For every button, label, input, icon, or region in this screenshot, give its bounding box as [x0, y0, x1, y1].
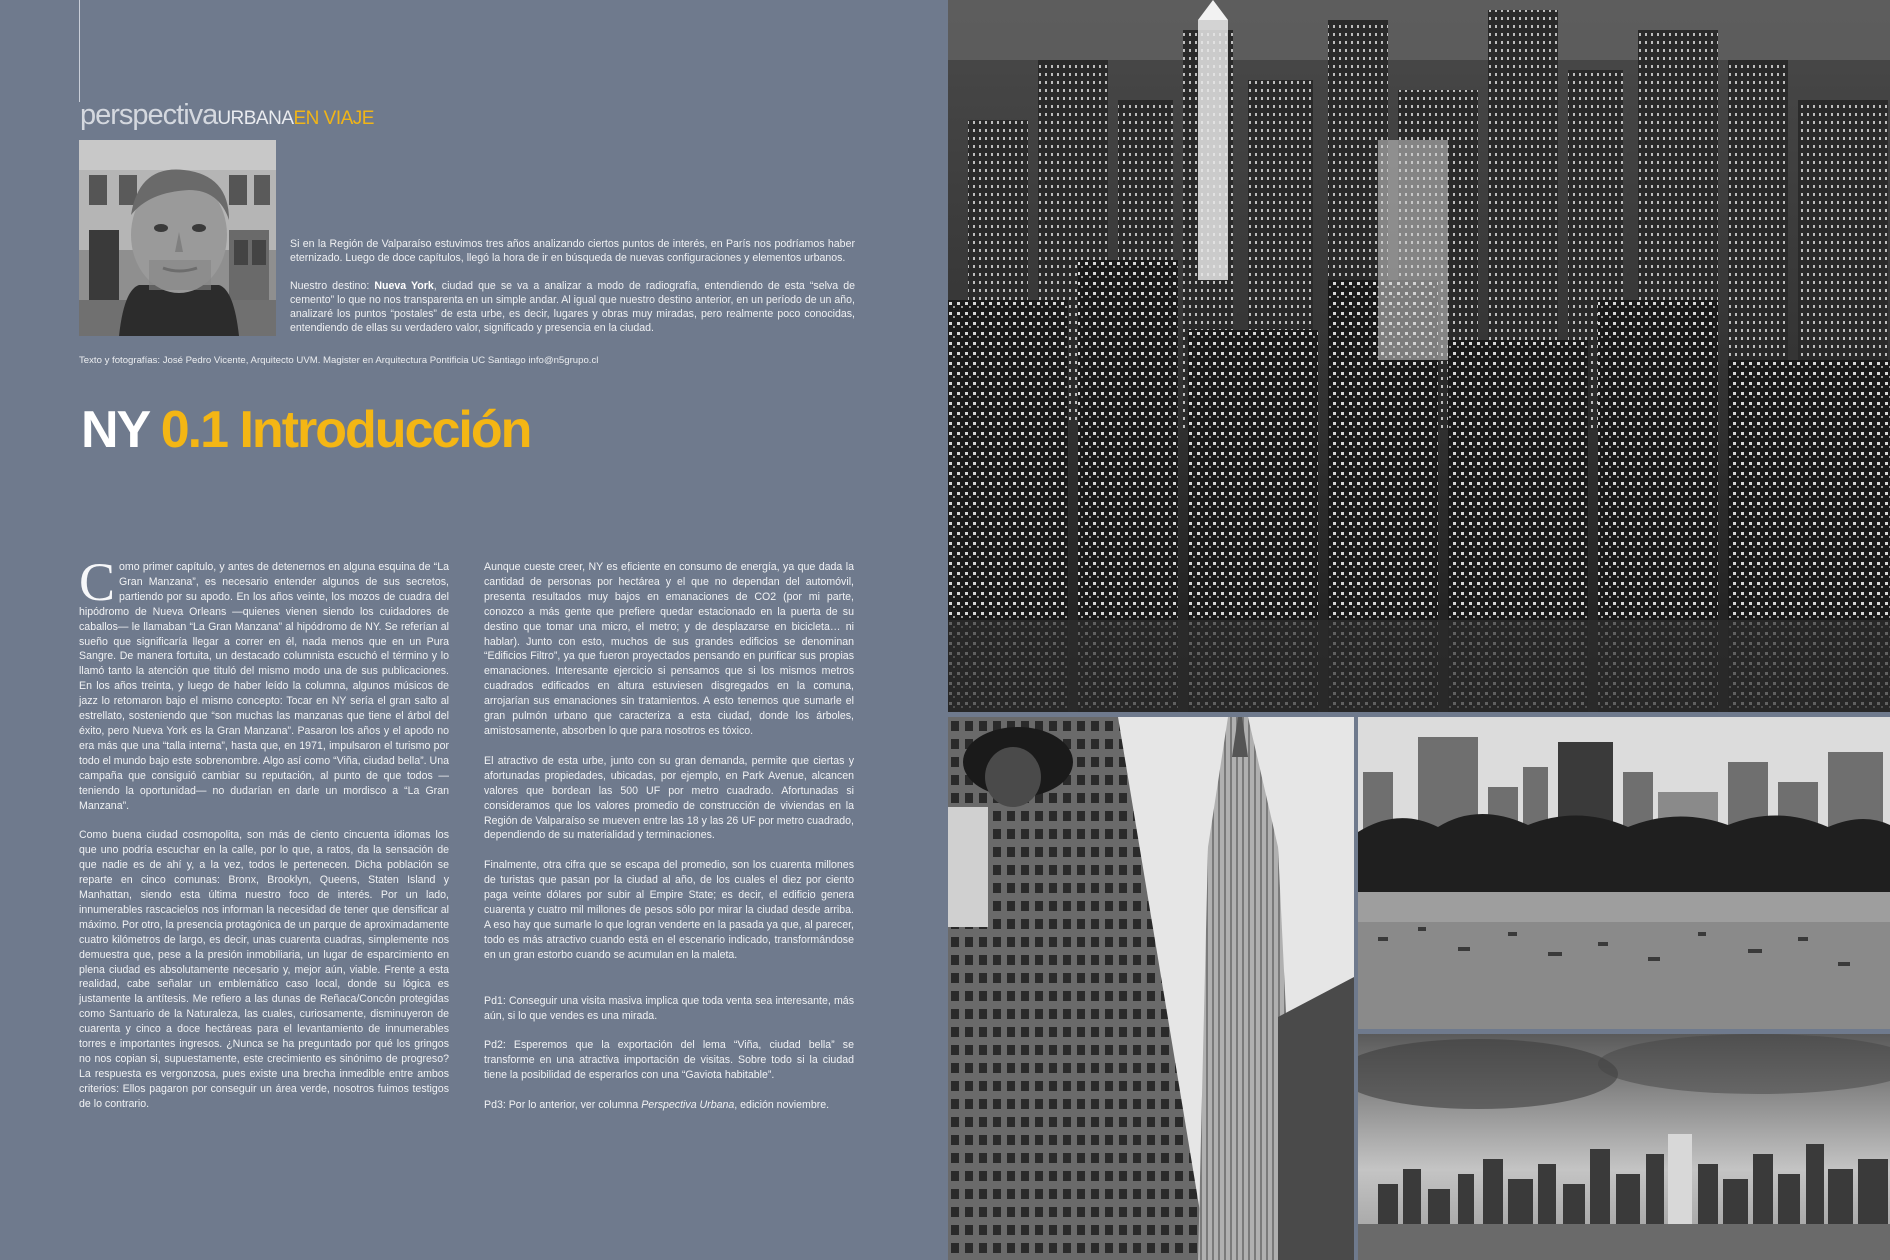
vertical-rule — [79, 0, 80, 102]
pd3-tail: , edición noviembre. — [734, 1099, 830, 1112]
intro-destination: Nueva York — [374, 279, 434, 292]
intro-paragraph-2 — [290, 279, 855, 336]
intro-paragraph-1: Si en la Región de Valparaíso estuvimos tres años analizando ciertos puntos de interés, en París nos podríamos haber eternizado. Luego de doce capítulos, llegó la hora de ir en búsqueda de nuevas configuraciones y elementos urbanos. — [290, 238, 855, 265]
author-portrait — [79, 140, 276, 336]
section-word-urbana: URBANA — [217, 108, 294, 129]
manhattan-night-photo — [948, 0, 1890, 712]
body-column-2 — [484, 560, 854, 1128]
section-header — [80, 99, 374, 132]
intro-text — [290, 237, 855, 349]
postscript-1: Pd1: Conseguir una visita masiva implica que toda venta sea interesante, más aún, si lo que vendes es una mirada. — [484, 994, 854, 1022]
manhattan-skyline-photo — [1358, 1034, 1890, 1260]
body-column-1 — [79, 552, 449, 1127]
col2-paragraph-2: El atractivo de esta urbe, junto con su gran demanda, permite que ciertas y afortunadas propiedades, ubicadas, por ejemplo, en Park Avenue, alcancen valores que bordean las 500 UF por metro cuadrado. Afortunadas si consideramos que los valores promedio de construcción de viviendas en la Región de Valparaíso se mueven entre las 18 y las 26 UF por metro cuadrado, dependiendo de su materialidad y terminaciones. — [484, 754, 854, 842]
col1-p1-text: omo primer capítulo, y antes de detenernos en alguna esquina de “La Gran Manzana”, es necesario entender algunos de sus secretos, partiendo por su apodo. En los años veinte, los mozos de cuadra del hipódromo de Nueva Orleans —quienes vienen siendo los cuidadores de caballos— le llamaban “La Gran Manzana” al hipódromo de NY. Se referían al sueño que significaría llegar a correr en él, nada menos que en un Pura Sangre. De manera fortuita, un destacado columnista escuchó el término y lo llamó tanto la atención que tituló del mismo modo una de sus publicaciones. En los años treinta, y luego de haber leído la columna, algunos músicos de jazz lo retomaron bajo el mismo concepto: Tocar en NY sería el gran salto al estrellato, sosteniendo que “son muchas las manzanas que tiene el árbol del éxito, pero Nueva York es la Gran Manzana”. Pasaron los años y el apodo no era más que una “talla interna”, hasta que, en 1971, impulsaron el turismo por todo el mundo bajo este sobrenombre. Algo así como “Viña, ciudad bella”. Una campaña que consiguió cambiar su reputación, al punto de que todos —teniendo la oportunidad— no dudarían en darle un mordisco a “La Gran Manzana”. — [79, 561, 449, 812]
pd3-italic: Perspectiva Urbana — [641, 1099, 735, 1112]
title-introduccion: 0.1 Introducción — [160, 401, 531, 459]
article-title — [81, 400, 530, 460]
postscript-2: Pd2: Esperemos que la exportación del lema “Viña, ciudad bella” se transforme en una atractiva importación de visitas. Sobre todo si la ciudad tiene la posibilidad de esperarlos con una “Gaviota habitable”. — [484, 1039, 854, 1082]
col1-paragraph-1 — [79, 552, 449, 813]
postscript-3 — [484, 1098, 854, 1113]
title-ny: NY — [81, 401, 149, 459]
intro-p2-lead: Nuestro destino: — [290, 279, 375, 292]
drop-cap: C — [79, 552, 116, 612]
spacer — [484, 978, 854, 994]
empire-state-upward-photo — [948, 717, 1354, 1260]
central-park-photo — [1358, 717, 1890, 1029]
col1-paragraph-2: Como buena ciudad cosmopolita, son más de ciento cincuenta idiomas los que uno podría escuchar en la calle, por lo que, a ratos, da la sensación de que nadie es de ahí y, a la vez, todos le pertenecen. Dicha población se reparte en cinco comunas: Bronx, Brooklyn, Queens, Staten Island y Manhattan, siendo esta última nuestro foco de interés. Por un lado, innumerables rascacielos nos informan la necesidad de tener que densificar al máximo. Por otro, la presencia protagónica de un parque de aproximadamente cuatro kilómetros de largo, es decir, unas cuarenta cuadras, simplemente nos demuestra que, pese a la presión inmobiliaria, un lugar de esparcimiento en plena ciudad es absolutamente necesario y, mejor aún, viable. Frente a esta realidad, cabe señalar un emblemático caso local, donde su lógica es justamente la antítesis. Me refiero a las dunas de Reñaca/Concón protegidas como Santuario de la Naturaleza, las cuales, curiosamente, disminuyeron de cuarenta y cinco a doce hectáreas para el levantamiento de innumerables torres e importantes ingresos. ¿Nunca se ha preguntado por qué los gringos no nos copian si, supuestamente, este crecimiento es sinónimo de progreso? La respuesta es vergonzosa, pues existe una brecha inmedible entre ambos criterios: Ellos pagaron por conseguir un área verde, nosotros fuimos testigos de lo contrario. — [79, 829, 449, 1110]
col2-paragraph-1: Aunque cueste creer, NY es eficiente en consumo de energía, ya que dada la cantidad de personas por hectárea y el que no dependan del automóvil, presenta resultados muy bajos en emanaciones de CO2 (por mi parte, conozco a más gente que prefiere quedar estacionado en la puerta de su destino que tomar una micro, el metro; y de desplazarse en bicicleta… ni hablar). Junto con esto, muchos de sus grandes edificios se denominan “Edificios Filtro”, ya que fueron proyectados pensando en purificar sus propias emanaciones. Interesante ejercicio si pensamos que si los mismos metros cuadrados edificados en altura estuviesen disgregados en la comuna, arrojarían sus emanaciones sin tratamientos. A esto tenemos que sumarle el gran pulmón urbano que caracteriza a esta ciudad, donde los árboles, amistosamente, absorben lo que para nosotros es tóxico. — [484, 561, 854, 737]
pd3-lead: Pd3: Por lo anterior, ver columna — [484, 1099, 642, 1112]
intro-p2-rest: , ciudad que se va a analizar a modo de radiografía, entendiendo de esta “selva de cemento” lo que no nos transparenta en un simple andar. Al igual que nuestro destino anterior, en un período de un año, analizaré los puntos “postales” de esta urbe, es decir, lugares y obras muy miradas, pero realmente poco conocidas, entendiendo de ellas su verdadero valor, significado y presencia en la ciudad. — [290, 279, 855, 335]
section-word-en-viaje: EN VIAJE — [293, 108, 374, 129]
section-word-perspectiva: perspectiva — [80, 99, 218, 131]
author-credit: Texto y fotografías: José Pedro Vicente, Arquitecto UVM. Magister en Arquitectura Pontificia UC Santiago info@n5grupo.cl — [79, 355, 599, 366]
col2-paragraph-3: Finalmente, otra cifra que se escapa del promedio, son los cuarenta millones de turistas que pasan por la ciudad al año, de los cuales el diez por ciento paga veinte dólares por subir al Empire State; es decir, el edificio genera cuarenta y cuatro mil millones de pesos sólo por mirar la ciudad desde arriba. A eso hay que sumarle lo que logran venderte en la pasada ya que, al parecer, todo es más atractivo cuando está en el escenario indicado, transformándose en un gran estorbo cuando se acumulan en la maleta. — [484, 859, 854, 961]
